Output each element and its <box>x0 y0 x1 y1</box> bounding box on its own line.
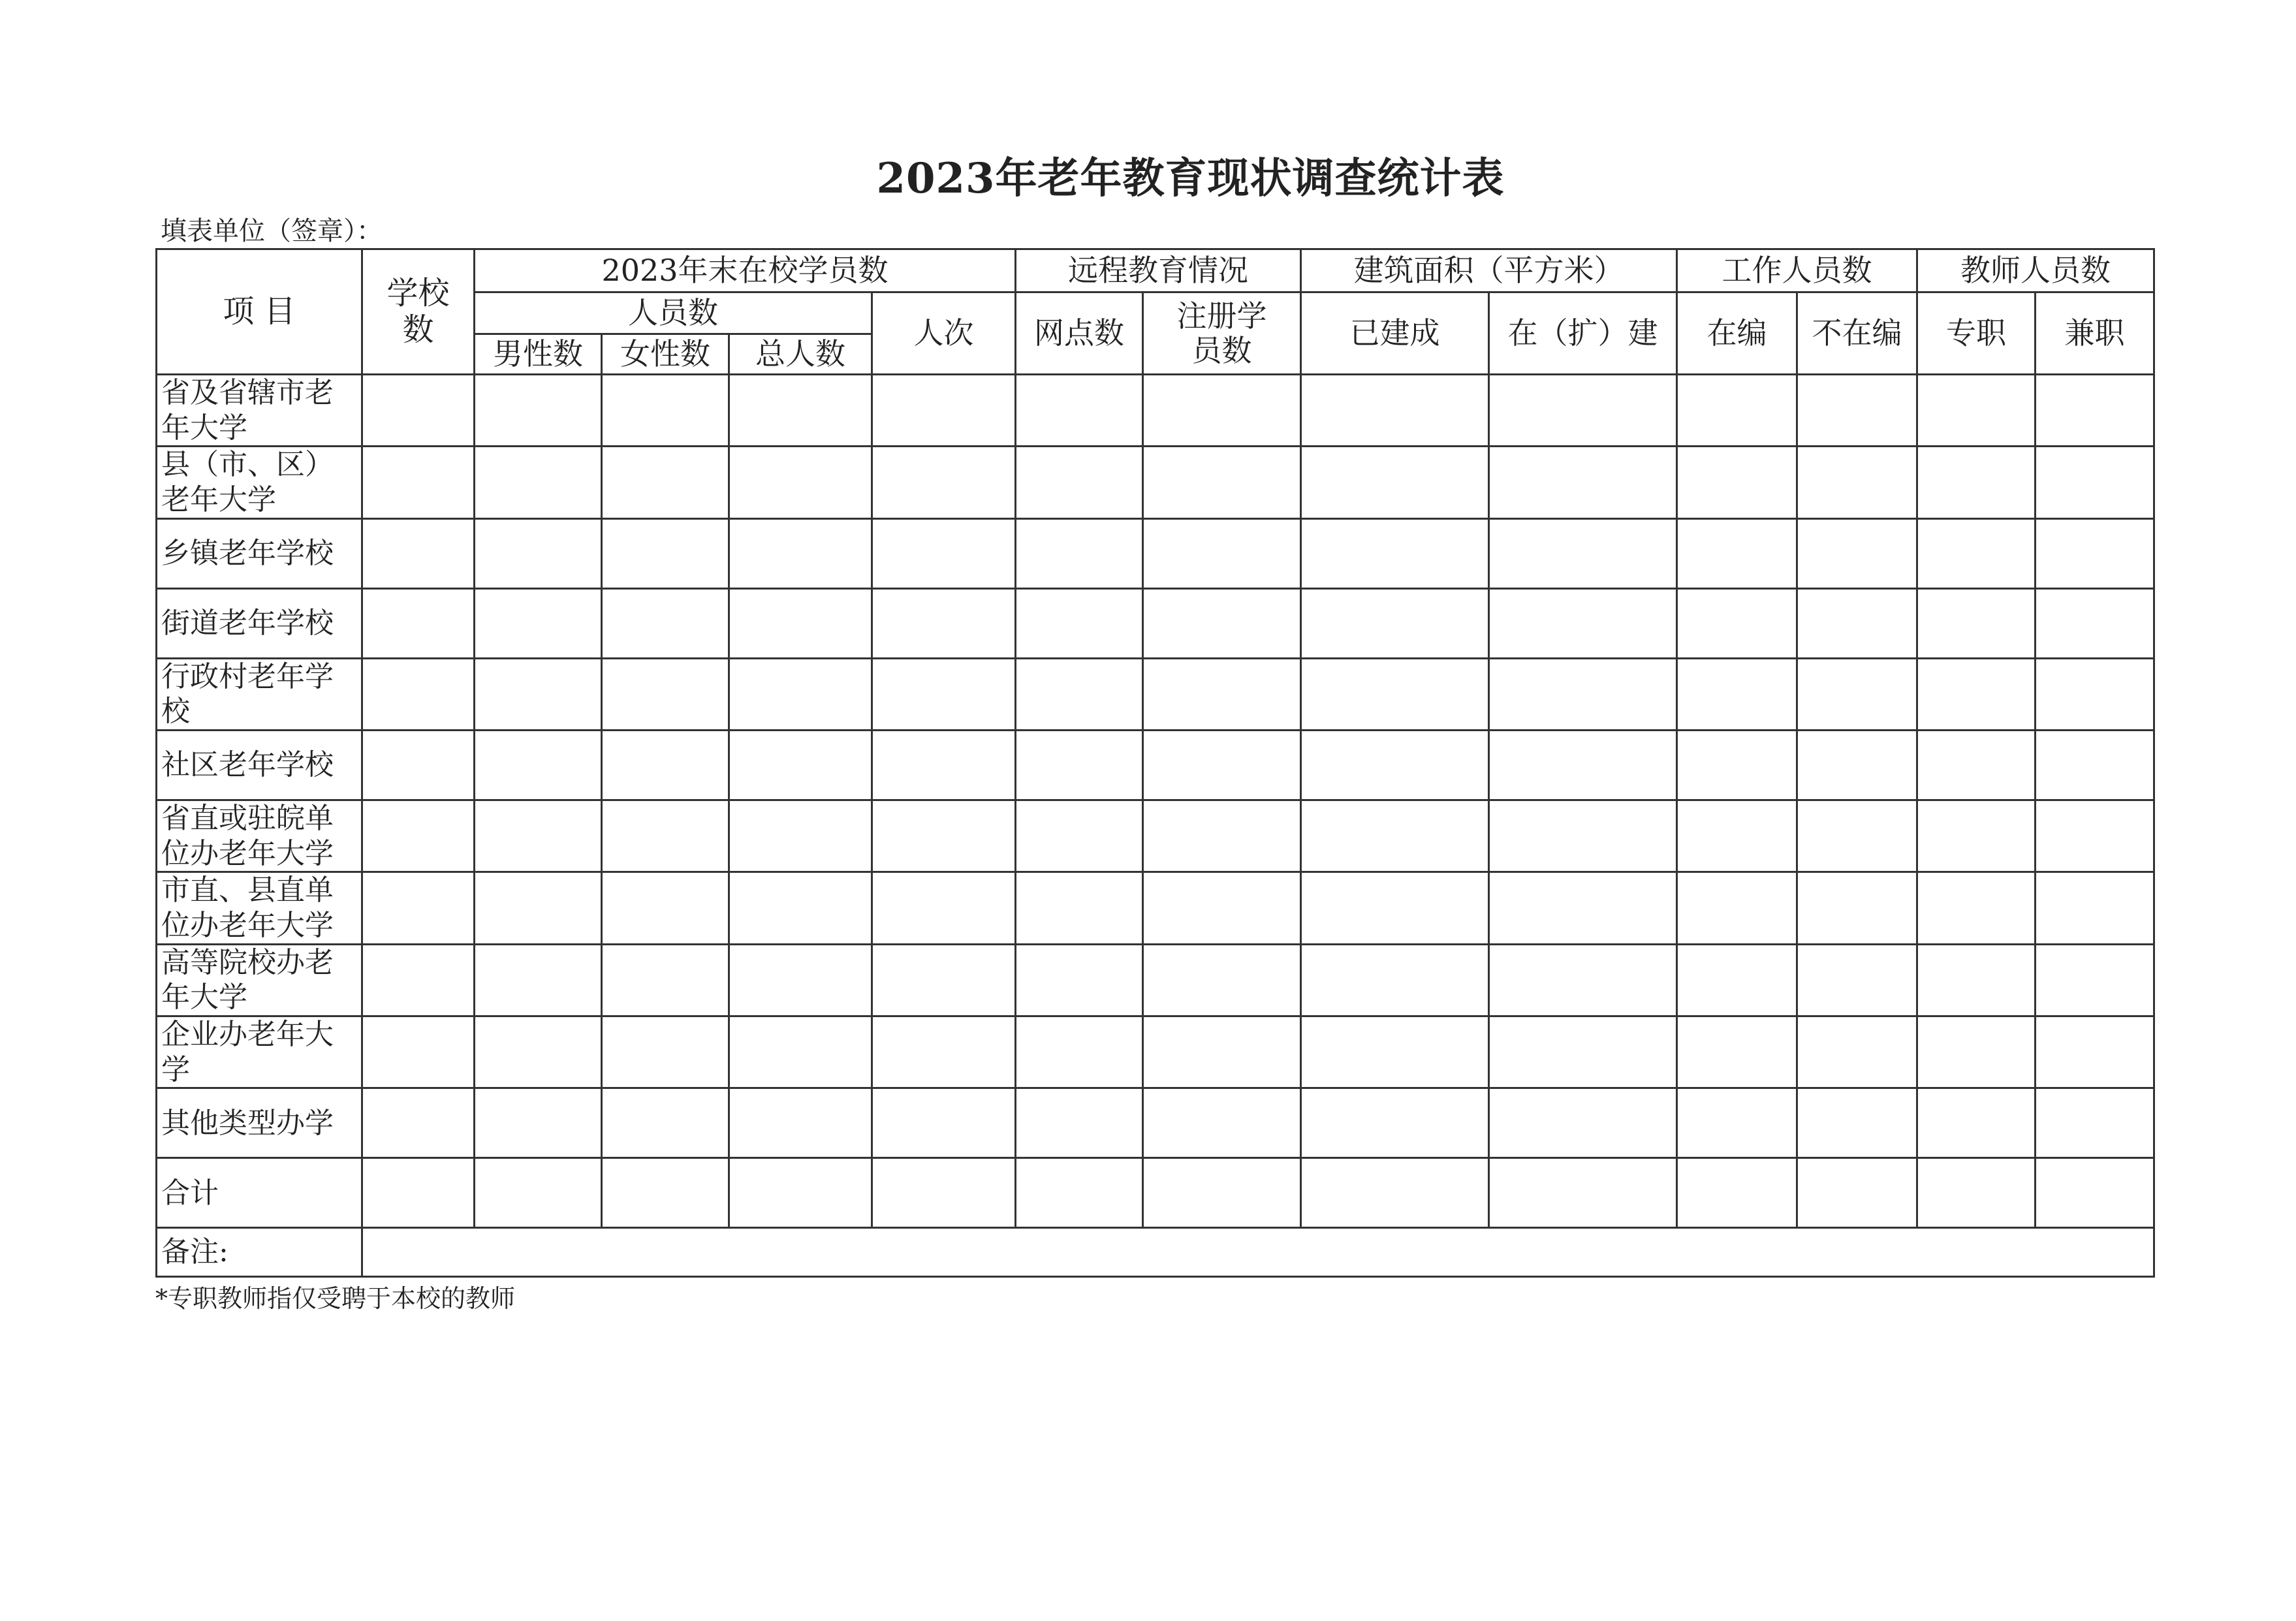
data-cell[interactable] <box>1301 518 1489 588</box>
data-cell[interactable] <box>1917 1016 2036 1088</box>
data-cell[interactable] <box>729 1016 872 1088</box>
header-registered: 注册学员数 <box>1143 292 1301 375</box>
survey-table <box>155 248 2155 1278</box>
data-cell[interactable] <box>1143 944 1301 1016</box>
data-cell[interactable] <box>2036 1088 2154 1158</box>
data-cell[interactable] <box>1489 1088 1677 1158</box>
header-male: 男性数 <box>475 334 602 375</box>
row-label: 县（市、区）老年大学 <box>157 447 362 518</box>
data-cell[interactable] <box>1143 658 1301 730</box>
data-cell[interactable] <box>362 944 475 1016</box>
data-cell[interactable] <box>1677 944 1797 1016</box>
data-cell[interactable] <box>1917 731 2036 800</box>
data-cell[interactable] <box>602 1016 729 1088</box>
data-cell[interactable] <box>1301 447 1489 518</box>
header-students-group: 2023年末在校学员数 <box>475 249 1016 292</box>
data-cell[interactable] <box>1016 1016 1143 1088</box>
data-cell[interactable] <box>1917 872 2036 944</box>
header-female: 女性数 <box>602 334 729 375</box>
data-cell[interactable] <box>475 375 602 447</box>
data-cell[interactable] <box>362 1158 475 1228</box>
data-cell[interactable] <box>602 375 729 447</box>
data-cell[interactable] <box>1677 518 1797 588</box>
data-cell[interactable] <box>1016 731 1143 800</box>
data-cell[interactable] <box>1301 1088 1489 1158</box>
data-cell[interactable] <box>475 588 602 658</box>
note-row <box>157 1228 2154 1277</box>
data-cell[interactable] <box>2036 1016 2154 1088</box>
data-cell[interactable] <box>2036 731 2154 800</box>
data-cell[interactable] <box>1797 1088 1917 1158</box>
footnote: *专职教师指仅受聘于本校的教师 <box>155 1284 516 1313</box>
data-cell[interactable] <box>1016 375 1143 447</box>
data-cell[interactable] <box>1917 1088 2036 1158</box>
data-cell[interactable] <box>362 447 475 518</box>
data-cell[interactable] <box>362 872 475 944</box>
table-row <box>157 375 2154 447</box>
data-cell[interactable] <box>1677 375 1797 447</box>
data-cell[interactable] <box>1016 1088 1143 1158</box>
data-cell[interactable] <box>1797 447 1917 518</box>
data-cell[interactable] <box>1143 872 1301 944</box>
data-cell[interactable] <box>1489 375 1677 447</box>
data-cell[interactable] <box>1301 375 1489 447</box>
data-cell[interactable] <box>2036 872 2154 944</box>
data-cell[interactable] <box>1016 872 1143 944</box>
data-cell[interactable] <box>602 518 729 588</box>
data-cell[interactable] <box>1917 658 2036 730</box>
data-cell[interactable] <box>729 800 872 872</box>
table-row <box>157 1158 2154 1228</box>
data-cell[interactable] <box>1677 800 1797 872</box>
data-cell[interactable] <box>1677 1088 1797 1158</box>
header-teacher-group: 教师人员数 <box>1917 249 2154 292</box>
data-cell[interactable] <box>1677 447 1797 518</box>
data-cell[interactable] <box>1301 1158 1489 1228</box>
data-cell[interactable] <box>602 731 729 800</box>
table-row <box>157 1016 2154 1088</box>
data-cell[interactable] <box>1143 588 1301 658</box>
data-cell[interactable] <box>872 518 1016 588</box>
data-cell[interactable] <box>1797 731 1917 800</box>
data-cell[interactable] <box>1301 658 1489 730</box>
data-cell[interactable] <box>475 658 602 730</box>
data-cell[interactable] <box>362 1088 475 1158</box>
data-cell[interactable] <box>1677 1158 1797 1228</box>
data-cell[interactable] <box>1489 731 1677 800</box>
row-label: 企业办老年大学 <box>157 1016 362 1088</box>
data-cell[interactable] <box>1917 375 2036 447</box>
data-cell[interactable] <box>1917 944 2036 1016</box>
data-cell[interactable] <box>475 1016 602 1088</box>
data-cell[interactable] <box>1301 1016 1489 1088</box>
data-cell[interactable] <box>872 1158 1016 1228</box>
data-cell[interactable] <box>1143 1088 1301 1158</box>
data-cell[interactable] <box>1797 800 1917 872</box>
data-cell[interactable] <box>872 731 1016 800</box>
data-cell[interactable] <box>1016 944 1143 1016</box>
data-cell[interactable] <box>1143 731 1301 800</box>
row-label: 其他类型办学 <box>157 1088 362 1158</box>
note-field[interactable] <box>362 1228 2154 1277</box>
data-cell[interactable] <box>1797 658 1917 730</box>
data-cell[interactable] <box>1016 1158 1143 1228</box>
data-cell[interactable] <box>1489 872 1677 944</box>
data-cell[interactable] <box>1143 375 1301 447</box>
header-on-staff: 在编 <box>1677 292 1797 375</box>
data-cell[interactable] <box>602 800 729 872</box>
data-cell[interactable] <box>1143 800 1301 872</box>
data-cell[interactable] <box>362 375 475 447</box>
data-cell[interactable] <box>2036 447 2154 518</box>
table-row <box>157 588 2154 658</box>
data-cell[interactable] <box>362 800 475 872</box>
data-cell[interactable] <box>1489 944 1677 1016</box>
data-cell[interactable] <box>1301 944 1489 1016</box>
row-label: 市直、县直单位办老年大学 <box>157 872 362 944</box>
header-school-count: 学校数 <box>362 249 475 375</box>
table-row <box>157 1088 2154 1158</box>
data-cell[interactable] <box>729 447 872 518</box>
data-cell[interactable] <box>1677 588 1797 658</box>
header-remote-group: 远程教育情况 <box>1016 249 1301 292</box>
data-cell[interactable] <box>362 658 475 730</box>
data-cell[interactable] <box>1301 800 1489 872</box>
data-cell[interactable] <box>729 658 872 730</box>
header-off-staff: 不在编 <box>1797 292 1917 375</box>
data-cell[interactable] <box>1489 658 1677 730</box>
data-cell[interactable] <box>602 944 729 1016</box>
data-cell[interactable] <box>602 872 729 944</box>
data-cell[interactable] <box>602 1158 729 1228</box>
data-cell[interactable] <box>872 944 1016 1016</box>
data-cell[interactable] <box>1797 375 1917 447</box>
data-cell[interactable] <box>475 944 602 1016</box>
data-cell[interactable] <box>1489 1158 1677 1228</box>
data-cell[interactable] <box>2036 658 2154 730</box>
data-cell[interactable] <box>475 447 602 518</box>
data-cell[interactable] <box>872 447 1016 518</box>
data-cell[interactable] <box>2036 518 2154 588</box>
data-cell[interactable] <box>872 375 1016 447</box>
data-cell[interactable] <box>362 1016 475 1088</box>
data-cell[interactable] <box>872 1088 1016 1158</box>
data-cell[interactable] <box>1016 518 1143 588</box>
header-built: 已建成 <box>1301 292 1489 375</box>
data-cell[interactable] <box>1301 731 1489 800</box>
data-cell[interactable] <box>872 1016 1016 1088</box>
table-row <box>157 731 2154 800</box>
header-item: 项 目 <box>157 249 362 375</box>
data-cell[interactable] <box>1489 588 1677 658</box>
data-cell[interactable] <box>1489 800 1677 872</box>
data-cell[interactable] <box>1143 1158 1301 1228</box>
data-cell[interactable] <box>1489 1016 1677 1088</box>
data-cell[interactable] <box>729 588 872 658</box>
data-cell[interactable] <box>872 658 1016 730</box>
data-cell[interactable] <box>602 658 729 730</box>
data-cell[interactable] <box>1016 658 1143 730</box>
data-cell[interactable] <box>1489 518 1677 588</box>
table-row <box>157 800 2154 872</box>
header-part-time: 兼职 <box>2036 292 2154 375</box>
data-cell[interactable] <box>602 588 729 658</box>
data-cell[interactable] <box>1489 447 1677 518</box>
data-cell[interactable] <box>729 1158 872 1228</box>
data-cell[interactable] <box>872 872 1016 944</box>
data-cell[interactable] <box>475 1088 602 1158</box>
data-cell[interactable] <box>872 588 1016 658</box>
data-cell[interactable] <box>1917 800 2036 872</box>
data-cell[interactable] <box>475 872 602 944</box>
header-area-group: 建筑面积（平方米） <box>1301 249 1677 292</box>
table-row <box>157 447 2154 518</box>
data-cell[interactable] <box>872 800 1016 872</box>
row-label: 乡镇老年学校 <box>157 518 362 588</box>
data-cell[interactable] <box>1917 518 2036 588</box>
data-cell[interactable] <box>1016 447 1143 518</box>
data-cell[interactable] <box>1797 518 1917 588</box>
data-cell[interactable] <box>475 1158 602 1228</box>
header-persons: 人员数 <box>475 292 872 334</box>
data-cell[interactable] <box>729 1088 872 1158</box>
page-title: 2023年老年教育现状调查统计表 <box>876 154 1505 203</box>
header-total: 总人数 <box>729 334 872 375</box>
row-label: 社区老年学校 <box>157 731 362 800</box>
row-label: 行政村老年学校 <box>157 658 362 730</box>
table-row <box>157 658 2154 730</box>
row-label: 省直或驻皖单位办老年大学 <box>157 800 362 872</box>
header-building: 在（扩）建 <box>1489 292 1677 375</box>
data-cell[interactable] <box>475 800 602 872</box>
data-cell[interactable] <box>475 731 602 800</box>
header-person-times: 人次 <box>872 292 1016 375</box>
row-label: 省及省辖市老年大学 <box>157 375 362 447</box>
data-cell[interactable] <box>2036 588 2154 658</box>
header-full-time: 专职 <box>1917 292 2036 375</box>
data-cell[interactable] <box>1917 1158 2036 1228</box>
data-cell[interactable] <box>602 1088 729 1158</box>
data-cell[interactable] <box>1677 872 1797 944</box>
note-label: 备注: <box>157 1228 362 1277</box>
header-staff-group: 工作人员数 <box>1677 249 1917 292</box>
row-label: 高等院校办老年大学 <box>157 944 362 1016</box>
table-row <box>157 518 2154 588</box>
data-cell[interactable] <box>362 518 475 588</box>
header-sites: 网点数 <box>1016 292 1143 375</box>
data-cell[interactable] <box>729 518 872 588</box>
data-cell[interactable] <box>729 944 872 1016</box>
data-cell[interactable] <box>1917 447 2036 518</box>
data-cell[interactable] <box>1143 518 1301 588</box>
unit-label: 填表单位（签章）： <box>161 216 383 246</box>
table-body <box>157 375 2154 1277</box>
data-cell[interactable] <box>1797 1016 1917 1088</box>
data-cell[interactable] <box>1797 872 1917 944</box>
data-cell[interactable] <box>2036 944 2154 1016</box>
data-cell[interactable] <box>1016 588 1143 658</box>
data-cell[interactable] <box>1143 447 1301 518</box>
data-cell[interactable] <box>1301 588 1489 658</box>
data-cell[interactable] <box>2036 800 2154 872</box>
data-cell[interactable] <box>1677 1016 1797 1088</box>
data-cell[interactable] <box>2036 375 2154 447</box>
table-row <box>157 944 2154 1016</box>
data-cell[interactable] <box>2036 1158 2154 1228</box>
data-cell[interactable] <box>1797 944 1917 1016</box>
table-row <box>157 872 2154 944</box>
data-cell[interactable] <box>1797 1158 1917 1228</box>
data-cell[interactable] <box>1677 731 1797 800</box>
data-cell[interactable] <box>1143 1016 1301 1088</box>
row-label: 合计 <box>157 1158 362 1228</box>
data-cell[interactable] <box>729 375 872 447</box>
data-cell[interactable] <box>362 588 475 658</box>
data-cell[interactable] <box>1917 588 2036 658</box>
data-cell[interactable] <box>475 518 602 588</box>
data-cell[interactable] <box>1301 872 1489 944</box>
data-cell[interactable] <box>729 872 872 944</box>
data-cell[interactable] <box>1797 588 1917 658</box>
data-cell[interactable] <box>1016 800 1143 872</box>
data-cell[interactable] <box>1677 658 1797 730</box>
data-cell[interactable] <box>729 731 872 800</box>
data-cell[interactable] <box>362 731 475 800</box>
row-label: 街道老年学校 <box>157 588 362 658</box>
data-cell[interactable] <box>602 447 729 518</box>
